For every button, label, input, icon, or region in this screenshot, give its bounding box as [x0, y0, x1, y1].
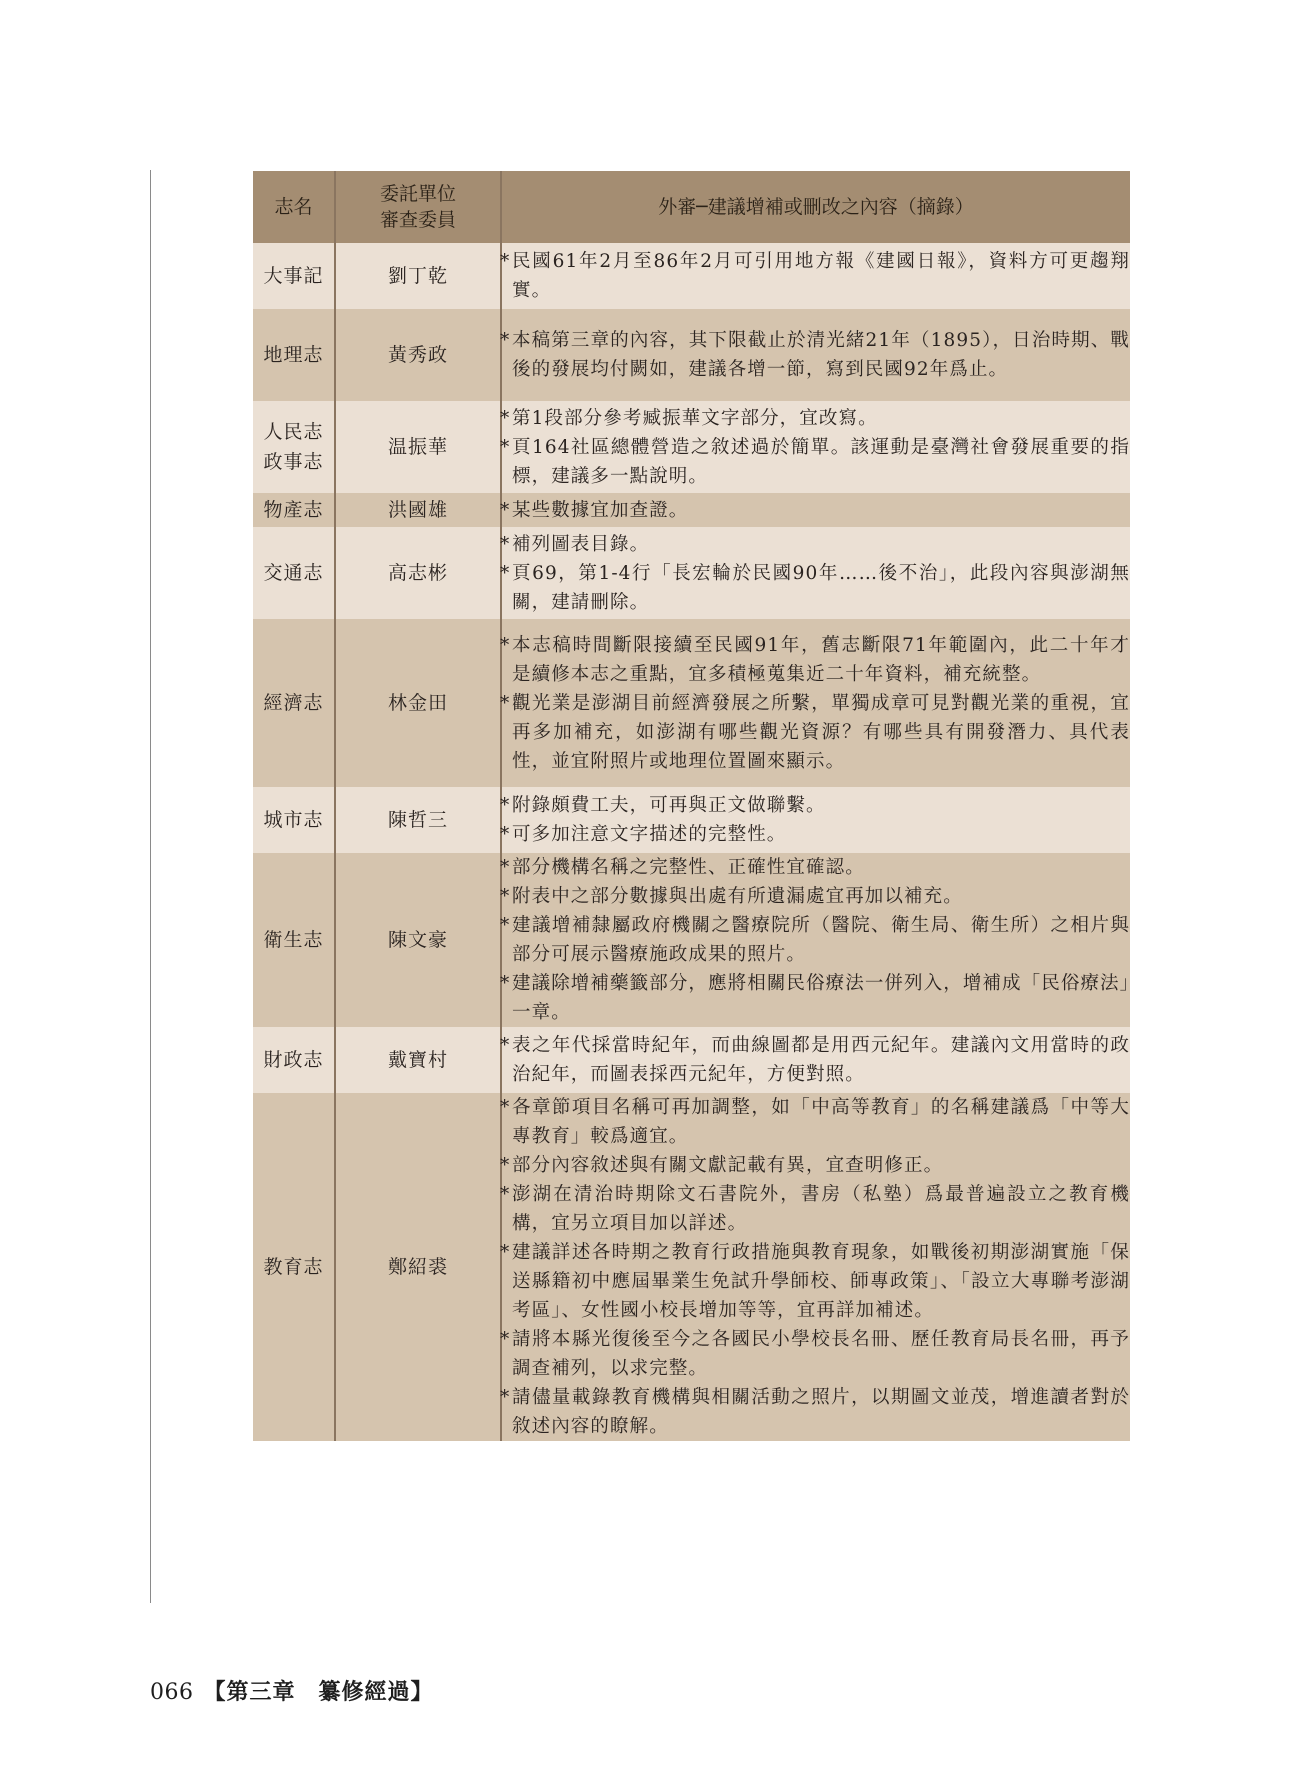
- review-note: [502, 559, 1130, 617]
- page-footer: [150, 1677, 434, 1708]
- note-marker: *: [500, 436, 511, 458]
- review-note: [502, 433, 1130, 491]
- reviewer-name: 陳哲三: [335, 787, 501, 853]
- note-text: 部分內容敘述與有關文獻記載有異，宜查明修正。: [512, 1155, 944, 1176]
- table-body: [253, 243, 1130, 1441]
- review-note: [502, 1325, 1130, 1383]
- table-row: [253, 619, 1130, 787]
- note-marker: *: [500, 1155, 511, 1176]
- review-note: [502, 530, 1130, 559]
- table-header-row: [253, 171, 1130, 243]
- header-review-content: 外審─建議增補或刪改之內容（摘錄）: [501, 171, 1130, 243]
- reviewer-name: 洪國雄: [335, 493, 501, 527]
- volume-name: 衛生志: [253, 853, 335, 1027]
- review-note: [502, 404, 1130, 433]
- table-row: [253, 527, 1130, 619]
- reviewer-name: 鄭紹裘: [335, 1093, 501, 1441]
- volume-name-line: 政事志: [263, 451, 324, 473]
- review-note: [502, 853, 1130, 882]
- note-marker: *: [500, 634, 511, 656]
- review-notes: [501, 619, 1130, 787]
- note-text: 某些數據宜加查證。: [512, 499, 689, 521]
- note-text: 建議增補隸屬政府機關之醫療院所（醫院、衛生局、衛生所）之相片與部分可展示醫療施政成果的照片。: [512, 915, 1130, 965]
- table-row: [253, 853, 1130, 1027]
- table-row: [253, 1093, 1130, 1441]
- note-marker: *: [500, 915, 511, 936]
- note-marker: *: [500, 795, 511, 816]
- note-text: 建議除增補藥籤部分，應將相關民俗療法一併列入，增補成「民俗療法」一章。: [512, 973, 1130, 1023]
- review-notes: [501, 527, 1130, 619]
- note-text: 本稿第三章的內容，其下限截止於清光緒21年（1895），日治時期、戰後的發展均付闕如，建議各增一節，寫到民國92年爲止。: [512, 330, 1130, 380]
- table-row: [253, 787, 1130, 853]
- note-text: 澎湖在清治時期除文石書院外，書房（私塾）爲最普遍設立之教育機構，宜另立項目加以詳述。: [512, 1184, 1130, 1234]
- note-text: 本志稿時間斷限接續至民國91年，舊志斷限71年範圍內，此二十年才是續修本志之重點，宜多積極蒐集近二十年資料，補充統整。: [512, 634, 1130, 685]
- review-note: [502, 1383, 1130, 1441]
- note-marker: *: [500, 1329, 511, 1350]
- reviewer-name: 温振華: [335, 401, 501, 493]
- note-text: 請儘量載錄教育機構與相關活動之照片，以期圖文並茂，增進讀者對於敘述內容的瞭解。: [512, 1387, 1130, 1437]
- note-marker: *: [500, 973, 511, 994]
- table-row: [253, 309, 1130, 401]
- review-note: [502, 820, 1130, 849]
- note-marker: *: [500, 251, 511, 272]
- note-marker: *: [500, 407, 511, 429]
- note-text: 建議詳述各時期之教育行政措施與教育現象，如戰後初期澎湖實施「保送縣籍初中應屆畢業生免試升學師校、師專政策」、「設立大專聯考澎湖考區」、女性國小校長增加等等，宜再詳加補述。: [512, 1242, 1130, 1321]
- volume-name: 大事記: [253, 243, 335, 309]
- reviewer-name: 戴寶村: [335, 1027, 501, 1093]
- reviewer-name: 林金田: [335, 619, 501, 787]
- note-text: 可多加注意文字描述的完整性。: [512, 824, 787, 845]
- note-marker: *: [500, 824, 511, 845]
- review-note: [502, 1238, 1130, 1325]
- review-note: [502, 791, 1130, 820]
- note-text: 表之年代採當時紀年，而曲線圖都是用西元紀年。建議內文用當時的政治紀年，而圖表採西元紀年，方便對照。: [512, 1035, 1130, 1085]
- volume-name: 城市志: [253, 787, 335, 853]
- note-text: 第1段部分參考臧振華文字部分，宜改寫。: [512, 407, 878, 429]
- note-text: 觀光業是澎湖目前經濟發展之所繫，單獨成章可見對觀光業的重視，宜再多加補充，如澎湖有哪些觀光資源？有哪些具有開發潛力、具代表性，並宜附照片或地理位置圖來顯示。: [512, 692, 1130, 772]
- note-marker: *: [500, 886, 511, 907]
- review-notes: [501, 1093, 1130, 1441]
- margin-rule: [150, 170, 151, 1603]
- review-notes: [501, 243, 1130, 309]
- volume-name: 財政志: [253, 1027, 335, 1093]
- note-marker: *: [500, 692, 511, 714]
- volume-name: 教育志: [253, 1093, 335, 1441]
- review-notes: [501, 853, 1130, 1027]
- review-notes: [501, 493, 1130, 527]
- volume-name: 物產志: [253, 493, 335, 527]
- note-marker: *: [500, 330, 511, 351]
- note-text: 附錄頗費工夫，可再與正文做聯繫。: [512, 795, 826, 816]
- note-marker: *: [500, 1387, 511, 1408]
- chapter-title: 【第三章 纂修經過】: [203, 1679, 434, 1705]
- header-volume-name: 志名: [253, 171, 335, 243]
- reviewer-name: 高志彬: [335, 527, 501, 619]
- review-note: [502, 496, 1130, 525]
- review-note: [502, 911, 1130, 969]
- table-row: [253, 493, 1130, 527]
- review-note: [502, 247, 1130, 305]
- review-notes: [501, 309, 1130, 401]
- note-marker: *: [500, 1184, 511, 1205]
- note-text: 請將本縣光復後至今之各國民小學校長名冊、歷任教育局長名冊，再予調查補列，以求完整。: [512, 1329, 1130, 1379]
- page-number: 066: [150, 1680, 194, 1705]
- note-marker: *: [500, 857, 511, 878]
- review-note: [502, 882, 1130, 911]
- review-note: [502, 326, 1130, 384]
- note-marker: *: [500, 1097, 511, 1118]
- reviewer-name: 劉丁乾: [335, 243, 501, 309]
- note-marker: *: [500, 562, 511, 584]
- review-note: [502, 1031, 1130, 1089]
- note-marker: *: [500, 533, 511, 555]
- review-notes: [501, 787, 1130, 853]
- review-note: [502, 631, 1130, 689]
- note-text: 部分機構名稱之完整性、正確性宜確認。: [512, 857, 865, 878]
- note-text: 附表中之部分數據與出處有所遺漏處宜再加以補充。: [512, 886, 963, 907]
- table-row: [253, 243, 1130, 309]
- note-marker: *: [500, 1035, 511, 1056]
- review-notes: [501, 401, 1130, 493]
- note-text: 民國61年2月至86年2月可引用地方報《建國日報》，資料方可更趨翔實。: [512, 251, 1130, 301]
- note-text: 補列圖表目錄。: [512, 533, 650, 555]
- review-note: [502, 689, 1130, 776]
- review-note: [502, 1093, 1130, 1151]
- volume-name-line: 人民志: [263, 421, 324, 443]
- note-text: 頁164社區總體營造之敘述過於簡單。該運動是臺灣社會發展重要的指標，建議多一點說明。: [512, 436, 1130, 487]
- note-text: 頁69，第1-4行「長宏輪於民國90年……後不治」，此段內容與澎湖無關，建請刪除。: [512, 562, 1130, 613]
- header-reviewer: [335, 171, 501, 243]
- review-note: [502, 1151, 1130, 1180]
- review-notes: [501, 1027, 1130, 1093]
- header-reviewer-line1: 委託單位: [379, 183, 456, 205]
- volume-name: 交通志: [253, 527, 335, 619]
- reviewer-name: 陳文豪: [335, 853, 501, 1027]
- table-row: [253, 1027, 1130, 1093]
- volume-name: [253, 401, 335, 493]
- review-note: [502, 1180, 1130, 1238]
- header-reviewer-line2: 審查委員: [379, 209, 456, 231]
- note-marker: *: [500, 499, 511, 521]
- volume-name: 經濟志: [253, 619, 335, 787]
- review-table: [253, 171, 1130, 1441]
- note-marker: *: [500, 1242, 511, 1263]
- reviewer-name: 黃秀政: [335, 309, 501, 401]
- volume-name: 地理志: [253, 309, 335, 401]
- review-note: [502, 969, 1130, 1027]
- table-row: [253, 401, 1130, 493]
- note-text: 各章節項目名稱可再加調整，如「中高等教育」的名稱建議爲「中等大專教育」較爲適宜。: [512, 1097, 1130, 1147]
